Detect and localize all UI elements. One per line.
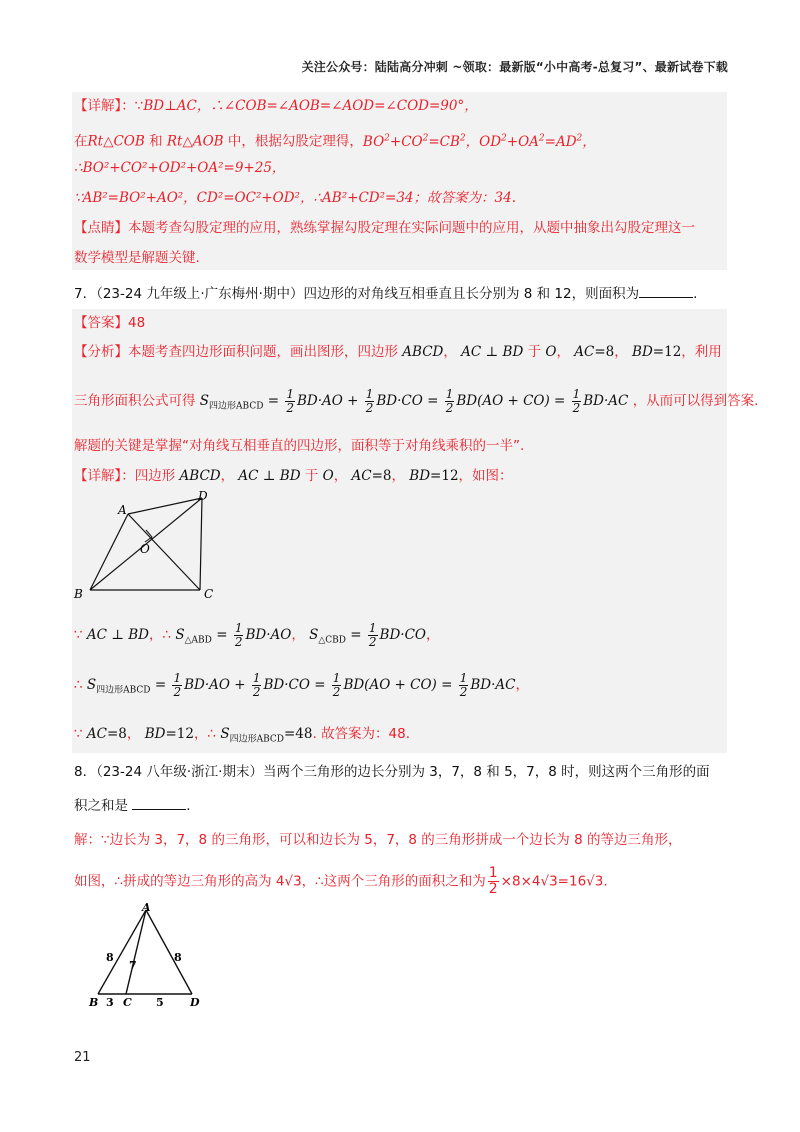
q7-answer: 【答案】48 [74,315,146,331]
label-B: B [74,587,83,601]
q7-analysis2: 三角形面积公式可得 $S_{四边形ABCD}$ = $\frac{1}{2}$ BD·AO + $\frac{1}{2}$ BD·CO = $\frac{1}{2}$ BD(AO + CO) = $\frac{1}{2}$ BD·AC ，从而可以得到答案. [74,387,759,415]
q6-line3: ∴BO²+CO²+OD²+OA²=9+25， [74,160,286,176]
q6-line6: 数学模型是解题关键. [74,250,200,266]
q6-line1: 【详解】：∵BD⊥AC，∴∠COB=∠AOB=∠AOD=∠COD=90°， [74,98,478,114]
label-B: B [89,996,99,1009]
label-A: A [118,503,127,517]
q7-detail: 【详解】：四边形 ABCD， AC ⊥ BD 于 O， AC=8， BD=12，如图： [74,468,513,484]
label-side-AC: 7 [129,959,137,972]
q7-question: 7．（23-24 九年级上·广东梅州·期中）四边形的对角线互相垂直且长分别为 8 和 12，则面积为 . [74,283,697,304]
q7-analysis3: 解题的关键是掌握“对角线互相垂直的四边形，面积等于对角线乘积的一半”. [74,438,525,454]
label-A: A [142,902,151,914]
q8-question2: 积之和是 . [74,795,191,816]
q6-line2: 在Rt△COB 和 Rt△AOB 中，根据勾股定理得，$BO^2+CO^2=CB^2$，$OD^2+OA^2=AD^2$， [74,133,596,150]
q8-question: 8．（23-24 八年级·浙江·期末）当两个三角形的边长分别为 3，7，8 和 5，7，8 时，则这两个三角形的面 [74,764,710,780]
q7-step1: ∵ AC ⊥ BD，∴ $S_{\triangle ABD}$ = $\frac{1}{2}$ BD·AO， $S_{\triangle CBD}$ = $\frac{1}{2}$ BD·CO， [74,621,440,649]
page-number: 21 [74,1050,91,1065]
label-BC: 3 [106,996,114,1009]
q7-step3: ∵ AC=8， BD=12，∴ $S_{四边形ABCD}=48$. 故答案为：48. [74,726,411,745]
q8-solution1: 解：∵边长为 3，7，8 的三角形，可以和边长为 5，7，8 的三角形拼成一个边长为 8 的等边三角形， [74,832,682,848]
label-C: C [204,587,214,601]
page-header: 关注公众号：陆陆高分冲刺 ~领取：最新版“小中高考-总复习”、最新试卷下载 [301,60,728,74]
label-D: D [198,490,208,503]
solution-block-q6 [72,92,727,270]
q7-analysis1: 【分析】本题考查四边形面积问题，画出图形，四边形 ABCD， AC ⊥ BD 于 O， AC=8， BD=12，利用 [74,344,722,360]
label-side-AB: 8 [106,951,114,964]
label-D: D [190,996,200,1009]
label-O: O [140,542,150,556]
quadrilateral-figure [72,490,222,605]
label-C: C [123,996,132,1009]
q8-solution2: 如图，∴拼成的等边三角形的高为 4√3，∴这两个三角形的面积之和为 $\frac{1}{2}$ ×8×4√3=16√3. [74,865,608,897]
q7-step2: ∴ $S_{四边形ABCD}$ = $\frac{1}{2}$ BD·AO + $\frac{1}{2}$ BD·CO = $\frac{1}{2}$ BD(AO + CO) = $\frac{1}{2}$ BD·AC， [74,671,529,699]
q6-line4: ∵AB²=BO²+AO²，CD²=OC²+OD²，∴AB²+CD²=34；故答案为：34. [74,190,516,206]
triangle-figure [86,902,206,1010]
label-side-AD: 8 [174,951,182,964]
q6-line5: 【点睛】本题考查勾股定理的应用，熟练掌握勾股定理在实际问题中的应用，从题中抽象出勾股定理这一 [74,220,695,236]
label-CD: 5 [156,996,164,1009]
